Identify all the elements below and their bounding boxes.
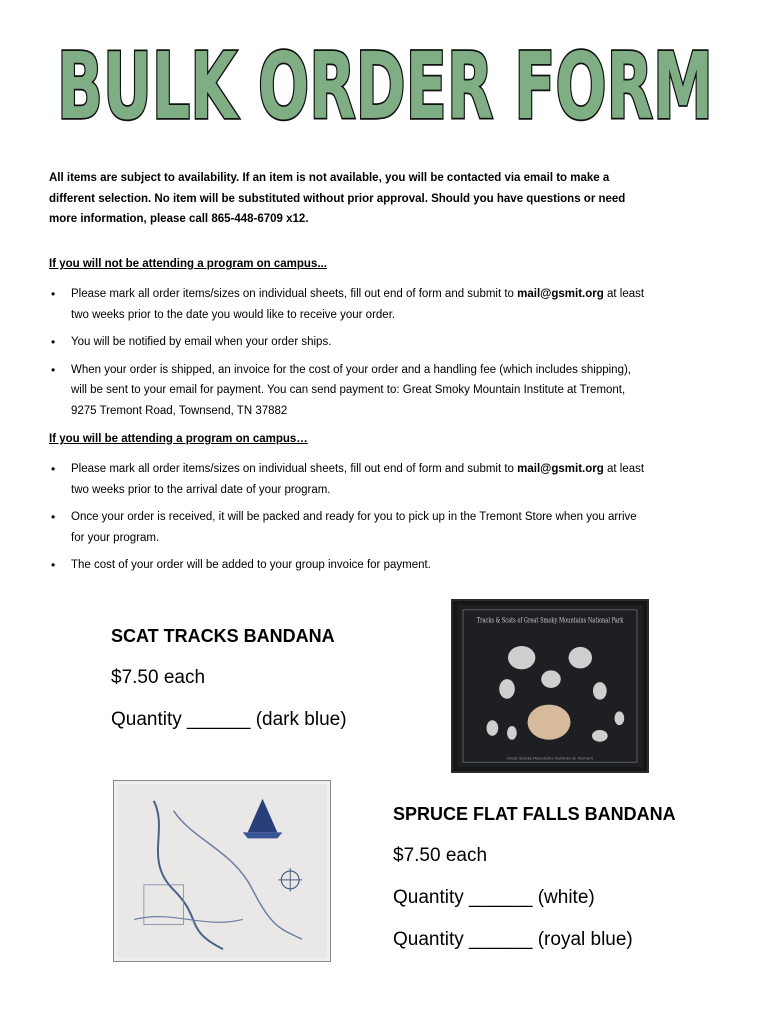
svg-text:Great Smoky Mountains Institut: Great Smoky Mountains Institute at Tremont	[506, 755, 594, 761]
intro-line: more information, please call 865-448-6709 x12.	[49, 213, 309, 225]
quantity-field-royal-blue[interactable]: Quantity ______ (royal blue)	[393, 929, 633, 950]
quantity-field-dark-blue[interactable]: Quantity ______ (dark blue)	[111, 709, 347, 730]
not-attending-heading: If you will not be attending a program on campus...	[49, 258, 327, 270]
list-item: • Once your order is received, it will be packed and ready for you to pick up in the Tremont Store when you arrive for your program.	[49, 507, 719, 548]
image-caption: Tracks & Scats of Great Smoky Mountains National Park	[476, 615, 624, 625]
spruce-flat-falls-bandana-photo	[113, 780, 331, 962]
email-link[interactable]: mail@gsmit.org	[517, 288, 604, 300]
product-price: $7.50 each	[393, 845, 488, 866]
list-item: • You will be notified by email when your order ships.	[49, 332, 719, 353]
form-title	[50, 33, 720, 140]
intro-line: All items are subject to availability. If an item is not available, you will be contacted via email to make a	[49, 172, 610, 184]
email-link[interactable]: mail@gsmit.org	[517, 463, 604, 475]
quantity-field-white[interactable]: Quantity ______ (white)	[393, 887, 595, 908]
attending-heading: If you will be attending a program on campus…	[49, 433, 308, 445]
form-title-text: BULK ORDER FORM	[57, 33, 713, 140]
list-item: • Please mark all order items/sizes on individual sheets, fill out end of form and submit to mail@gsmit.org at least two weeks prior to the date you would like to receive your order.	[49, 284, 719, 325]
product-spruce-flat-falls	[393, 793, 676, 961]
product-name: SPRUCE FLAT FALLS BANDANA	[393, 804, 676, 824]
product-price: $7.50 each	[111, 667, 206, 688]
intro-paragraph	[49, 168, 689, 230]
scat-tracks-bandana-photo	[451, 599, 649, 773]
not-attending-list	[49, 284, 719, 428]
list-item: • The cost of your order will be added to your group invoice for payment.	[49, 555, 719, 576]
attending-list	[49, 459, 719, 583]
product-scat-tracks	[111, 615, 347, 741]
product-name: SCAT TRACKS BANDANA	[111, 626, 335, 646]
list-item: • When your order is shipped, an invoice for the cost of your order and a handling fee (which includes shipping), will be sent to your email for payment. You can send payment to: Great Smoky Mountain Institute at Tremont, 9275 Tremont Road, Townsend, TN 37882	[49, 360, 719, 422]
list-item: • Please mark all order items/sizes on individual sheets, fill out end of form and submit to mail@gsmit.org at least two weeks prior to the arrival date of your program.	[49, 459, 719, 500]
intro-line: different selection. No item will be substituted without prior approval. Should you have questions or need	[49, 192, 626, 205]
